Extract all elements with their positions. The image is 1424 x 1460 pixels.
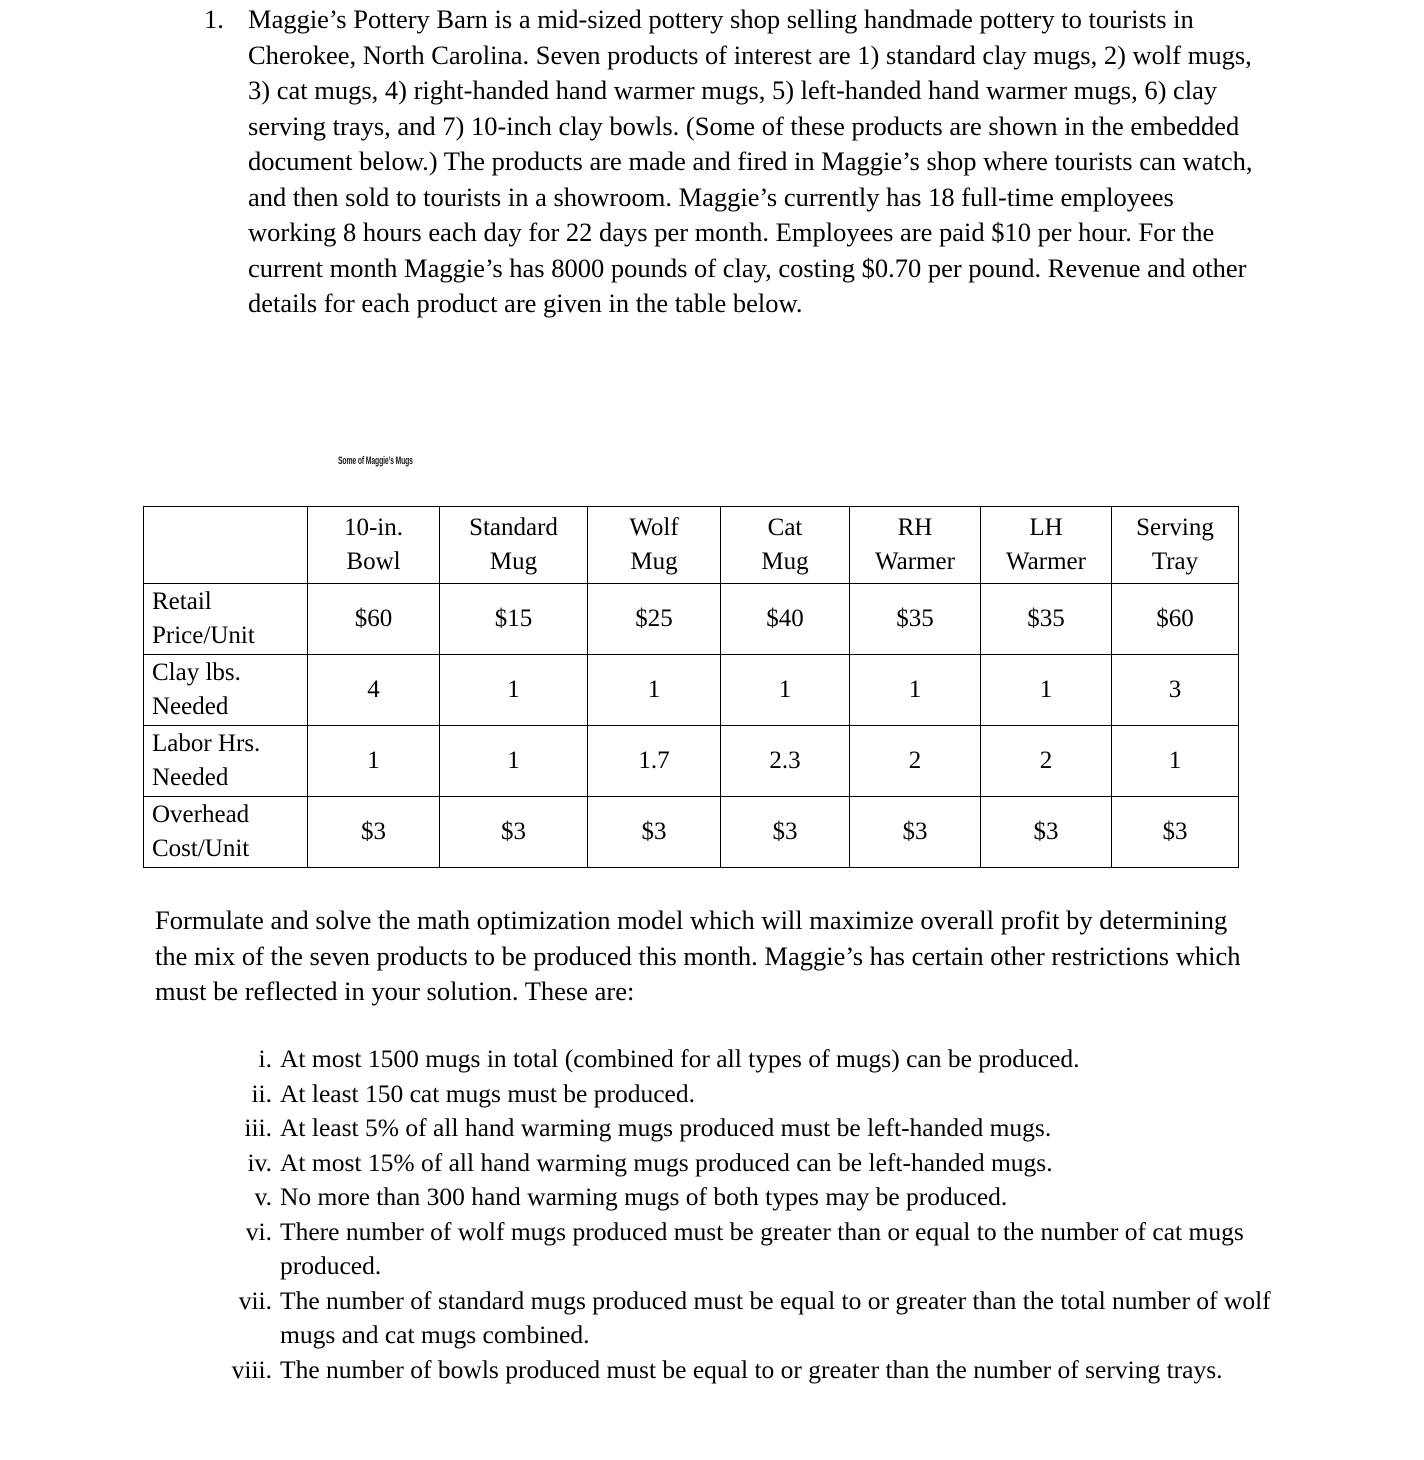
row-header-line2: Needed	[152, 764, 229, 791]
row-header-labor-hrs	[144, 726, 308, 797]
column-header-serving-tray	[1112, 507, 1239, 584]
table-row	[144, 584, 1239, 655]
column-header-line1: Cat	[767, 514, 803, 541]
cell-value: $60	[1112, 584, 1239, 655]
list-item-marker: vii.	[238, 1285, 272, 1315]
cell-value: 1	[440, 655, 588, 726]
list-item	[196, 1042, 1286, 1077]
column-header-line1: LH	[1029, 514, 1063, 541]
cell-value: $3	[440, 797, 588, 868]
cell-value: 1	[721, 655, 850, 726]
column-header-line1: Wolf	[629, 514, 679, 541]
table-row	[144, 655, 1239, 726]
list-item	[196, 1077, 1286, 1112]
row-header-line2: Needed	[152, 693, 229, 720]
cell-value: $60	[308, 584, 440, 655]
question-body-text: Maggie’s Pottery Barn is a mid-sized pottery shop selling handmade pottery to tourists in Cherokee, North Carolina. Seven products of interest are 1) standard clay mugs, 2) wolf mugs, 3) cat mugs, 4) right-handed hand warmer mugs, 5) left-handed hand warmer mugs, 6) clay serving trays, and 7) 10-inch clay bowls. (Some of these products are shown in the embedded document below.) The products are made and fired in Maggie’s shop where tourists can watch, and then sold to tourists in a showroom. Maggie’s currently has 18 full-time employees working 8 hours each day for 22 days per month. Employees are paid $10 per hour. For the current month Maggie’s has 8000 pounds of clay, costing $0.70 per pound. Revenue and other details for each product are given in the table below.	[248, 4, 1253, 318]
list-item-text: At most 1500 mugs in total (combined for all types of mugs) can be produced.	[280, 1044, 1080, 1073]
list-item-text: At least 5% of all hand warming mugs produced must be left-handed mugs.	[280, 1113, 1052, 1142]
list-item-text: The number of bowls produced must be equal to or greater than the number of serving trays.	[280, 1354, 1223, 1384]
cell-value: 2	[850, 726, 981, 797]
column-header-bowl	[308, 507, 440, 584]
column-header-wolf-mug	[588, 507, 721, 584]
list-item	[196, 1284, 1286, 1353]
column-header-line1: Standard	[469, 514, 558, 541]
list-item-marker: viii.	[231, 1354, 272, 1384]
cell-value: $15	[440, 584, 588, 655]
list-item-text: At most 15% of all hand warming mugs produced can be left-handed mugs.	[280, 1147, 1053, 1177]
list-item	[196, 1180, 1286, 1215]
list-item-text: The number of standard mugs produced must be equal to or greater than the total number of wolf mugs and cat mugs combined.	[280, 1285, 1271, 1349]
cell-value: $3	[981, 797, 1112, 868]
list-item-marker: iv.	[247, 1147, 272, 1177]
row-header-overhead-cost	[144, 797, 308, 868]
column-header-line2: Mug	[630, 548, 678, 575]
column-header-line2: Tray	[1151, 548, 1199, 575]
row-header-clay-lbs	[144, 655, 308, 726]
cell-value: 2	[981, 726, 1112, 797]
cell-value: $35	[981, 584, 1112, 655]
cell-value: 2.3	[721, 726, 850, 797]
column-header-line2: Mug	[761, 548, 809, 575]
cell-value: 1	[308, 726, 440, 797]
cell-value: $25	[588, 584, 721, 655]
list-item-marker: i.	[258, 1044, 272, 1073]
column-header-line1: Serving	[1136, 514, 1214, 541]
table-row	[144, 726, 1239, 797]
column-header-line2: Bowl	[346, 548, 401, 575]
list-item-text: There number of wolf mugs produced must be greater than or equal to the number of cat mugs produced.	[280, 1216, 1244, 1280]
column-header-line2: Warmer	[875, 548, 955, 575]
cell-value: 4	[308, 655, 440, 726]
column-header-lh-warmer	[981, 507, 1112, 584]
table-row	[144, 797, 1239, 868]
cell-value: $35	[850, 584, 981, 655]
formulate-paragraph: Formulate and solve the math optimization model which will maximize overall profit by determining the mix of the seven products to be produced this month. Maggie’s has certain other restrictions which must be reflected in your solution. These are:	[155, 905, 1241, 1006]
row-header-retail-price	[144, 584, 308, 655]
cell-value: $40	[721, 584, 850, 655]
list-item-text: No more than 300 hand warming mugs of both types may be produced.	[280, 1182, 1008, 1211]
list-item-text: At least 150 cat mugs must be produced.	[280, 1078, 695, 1108]
list-item	[196, 1111, 1286, 1146]
table-corner-cell	[144, 507, 308, 584]
column-header-line1: 10-in.	[343, 514, 404, 541]
cell-value: $3	[588, 797, 721, 868]
list-item-marker: v.	[254, 1182, 272, 1211]
column-header-line2: Mug	[489, 548, 538, 575]
embedded-image-caption: Some of Maggie’s Mugs	[338, 455, 413, 467]
column-header-line1: RH	[897, 514, 933, 541]
row-header-line1: Retail	[152, 587, 212, 615]
list-item	[196, 1215, 1286, 1284]
cell-value: $3	[308, 797, 440, 868]
cell-value: 3	[1112, 655, 1239, 726]
cell-value: 1	[1112, 726, 1239, 797]
column-header-line2: Warmer	[1006, 548, 1086, 575]
row-header-line1: Clay lbs.	[152, 658, 241, 686]
cell-value: 1	[588, 655, 721, 726]
column-header-cat-mug	[721, 507, 850, 584]
restrictions-list	[196, 1042, 1286, 1387]
row-header-line2: Cost/Unit	[152, 835, 250, 862]
column-header-rh-warmer	[850, 507, 981, 584]
row-header-line2: Price/Unit	[152, 622, 255, 649]
list-item-marker: iii.	[244, 1113, 272, 1142]
column-header-standard-mug	[440, 507, 588, 584]
question-number: 1.	[204, 4, 224, 34]
product-data-table	[143, 506, 1239, 868]
row-header-line1: Overhead	[152, 800, 250, 828]
list-item-marker: ii.	[251, 1078, 272, 1108]
table-header-row	[144, 507, 1239, 584]
cell-value: $3	[721, 797, 850, 868]
list-item-marker: vi.	[245, 1216, 272, 1246]
cell-value: $3	[850, 797, 981, 868]
list-item	[196, 1146, 1286, 1181]
question-1-block	[204, 2, 1264, 322]
cell-value: 1	[981, 655, 1112, 726]
cell-value: 1	[440, 726, 588, 797]
cell-value: $3	[1112, 797, 1239, 868]
cell-value: 1	[850, 655, 981, 726]
list-item	[196, 1353, 1286, 1388]
row-header-line1: Labor Hrs.	[152, 729, 261, 757]
cell-value: 1.7	[588, 726, 721, 797]
